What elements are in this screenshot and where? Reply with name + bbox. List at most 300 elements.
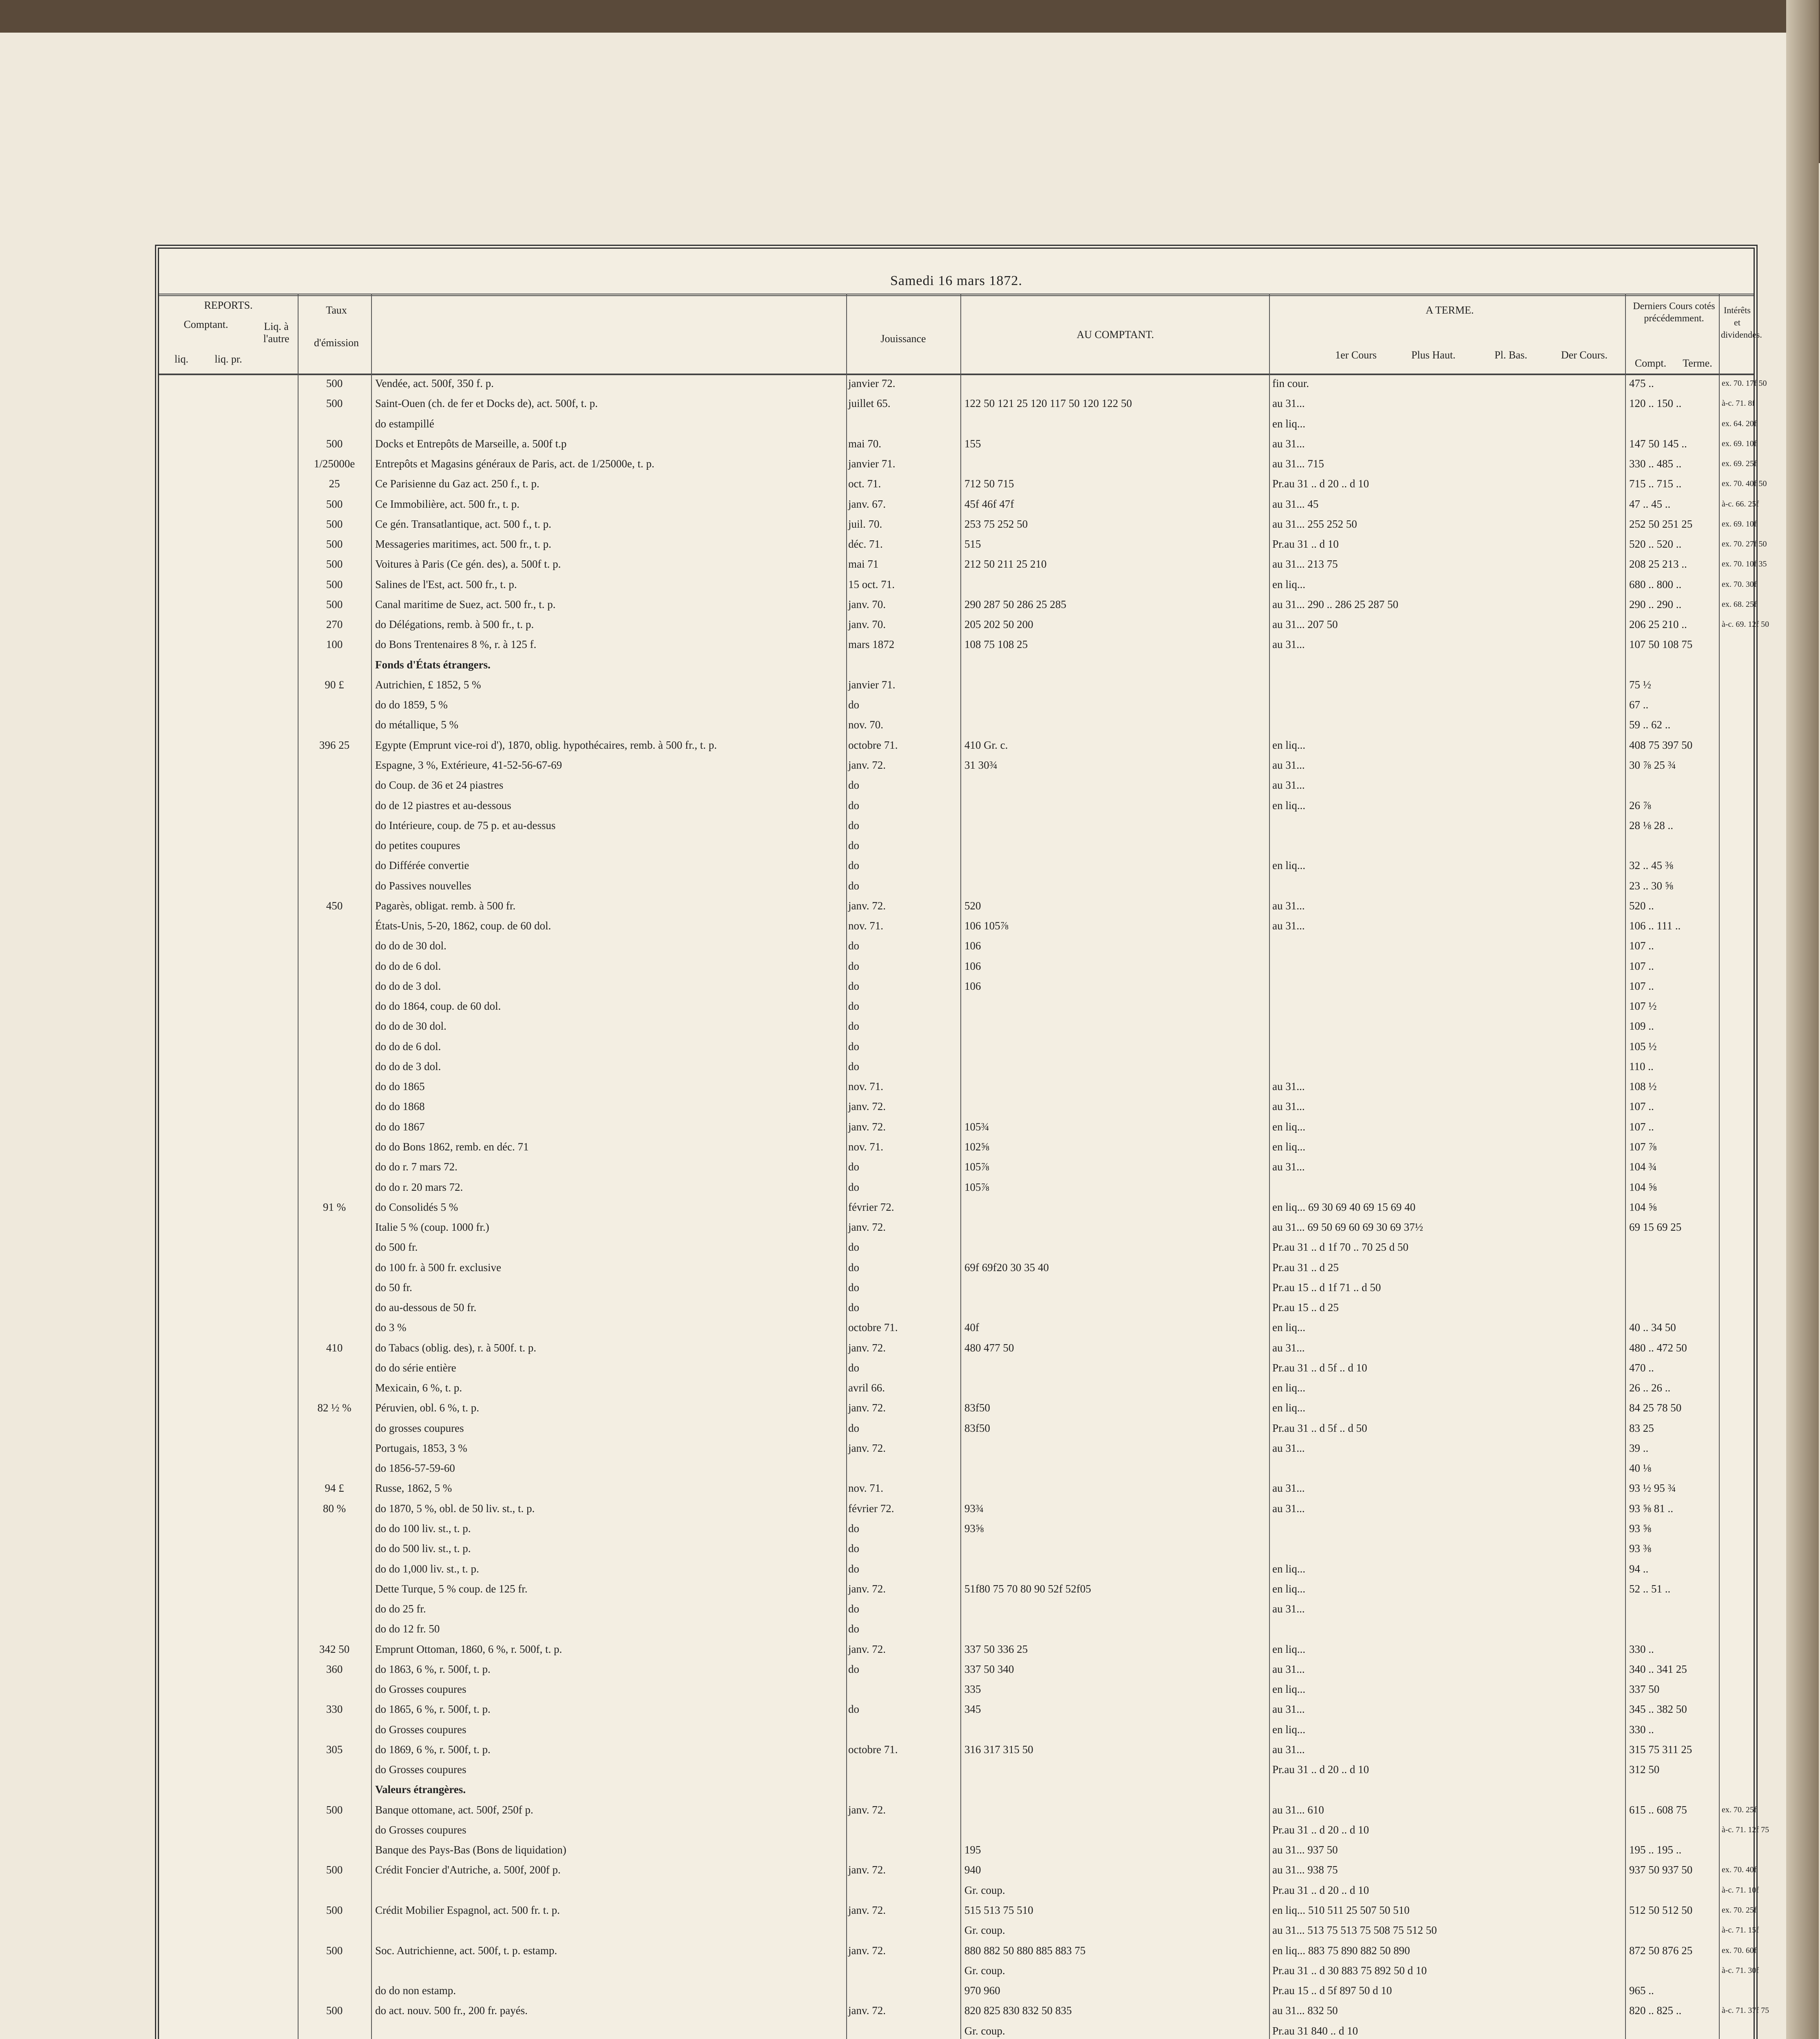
header-terme: Terme. [1683,357,1712,369]
cell-derniers-cours: 475 .. [1629,377,1654,389]
cell-jouissance: do [848,1181,859,1193]
cell-a-terme: au 31... [1272,1603,1305,1615]
table-row [159,958,1754,974]
cell-taux: 100 [326,638,343,651]
cell-security-name: do do r. 20 mars 72. [375,1181,463,1193]
cell-security-name: do Bons Trentenaires 8 %, r. à 125 f. [375,638,537,651]
cell-taux: 305 [326,1743,343,1756]
cell-au-comptant: 335 [964,1683,981,1696]
cell-derniers-cours: 312 50 [1629,1763,1660,1776]
cell-derniers-cours: 820 .. 825 .. [1629,2004,1682,2017]
cell-interets: à-c. 71. 8f [1722,399,1755,408]
cell-security-name: do do 500 liv. st., t. p. [375,1542,471,1555]
table-row [159,556,1767,572]
cell-au-comptant: 83f50 [964,1402,990,1414]
cell-interets: ex. 69. 10f [1722,519,1757,529]
cell-jouissance: octobre 71. [848,1743,898,1756]
cell-security-name: do 1856-57-59-60 [375,1462,455,1475]
cell-interets: ex. 70. 40f [1722,1865,1757,1875]
cell-security-name: Ce Immobilière, act. 500 fr., t. p. [375,498,520,510]
table-row [159,1761,1754,1778]
cell-derniers-cours: 715 .. 715 .. [1629,478,1682,490]
cell-taux: 82 ½ % [317,1402,352,1414]
table-row [159,978,1754,994]
cell-a-terme: Pr.au 31 .. d 20 .. d 10 [1272,1763,1369,1776]
cell-security-name: do 50 fr. [375,1281,412,1294]
table-row [159,1962,1759,1979]
cell-jouissance: do [848,1261,859,1274]
cell-derniers-cours: 206 25 210 .. [1629,618,1687,631]
cell-taux: 500 [326,437,343,450]
cell-jouissance: do [848,839,859,852]
cell-a-terme: Pr.au 31 840 .. d 10 [1272,2024,1358,2037]
cell-security-name: do Coup. de 36 et 24 piastres [375,779,504,792]
cell-a-terme: en liq... [1272,799,1305,812]
cell-security-name: do Grosses coupures [375,1683,467,1696]
cell-jouissance: janv. 72. [848,1221,886,1234]
table-row [159,837,1754,854]
cell-security-name: do Intérieure, coup. de 75 p. et au-dessus [375,819,556,832]
cell-derniers-cours: 94 .. [1629,1562,1649,1575]
cell-au-comptant: 337 50 336 25 [964,1643,1028,1655]
cell-security-name: do Grosses coupures [375,1823,467,1836]
cell-taux: 500 [326,598,343,610]
cell-au-comptant: 93⅝ [964,1522,984,1535]
cell-a-terme: Pr.au 15 .. d 5f 897 50 d 10 [1272,1984,1392,1997]
cell-interets: ex. 70. 10f 35 [1722,560,1767,569]
cell-taux: 396 25 [319,739,350,751]
cell-derniers-cours: 47 .. 45 .. [1629,498,1671,510]
cell-a-terme: au 31... [1272,1502,1305,1515]
cell-derniers-cours: 30 ⅞ 25 ¾ [1629,759,1676,771]
table-row [159,1842,1754,1858]
cell-jouissance: janv. 72. [848,1904,886,1916]
cell-au-comptant: 83f50 [964,1422,990,1434]
cell-jouissance: janvier 72. [848,377,896,389]
cell-security-name: do do 1859, 5 % [375,699,448,711]
cell-jouissance: octobre 71. [848,739,898,751]
cell-interets: ex. 69. 25f [1722,459,1757,469]
table-row [159,817,1754,834]
cell-taux: 342 50 [319,1643,350,1655]
cell-au-comptant: 106 [964,980,981,992]
cell-security-name: do Passives nouvelles [375,879,471,892]
table-row [159,636,1754,652]
cell-jouissance: do [848,1301,859,1314]
cell-jouissance: janv. 67. [848,498,886,510]
cell-security-name: Soc. Autrichienne, act. 500f, t. p. estamp. [375,1944,557,1957]
cell-taux: 500 [326,1944,343,1957]
cell-derniers-cours: 109 .. [1629,1020,1654,1033]
cell-taux: 270 [326,618,343,631]
cell-security-name: États-Unis, 5-20, 1862, coup. de 60 dol. [375,920,551,932]
cell-derniers-cours: 330 .. 485 .. [1629,458,1682,470]
cell-security-name: do do 1864, coup. de 60 dol. [375,1000,501,1013]
cell-security-name: Messageries maritimes, act. 500 fr., t. p. [375,538,551,551]
cell-jouissance: do [848,859,859,872]
cell-taux: 80 % [323,1502,346,1515]
cell-security-name: do do de 30 dol. [375,940,447,952]
cell-security-name: Fonds d'États étrangers. [375,658,491,671]
cell-jouissance: do [848,1703,859,1716]
table-row [159,1540,1754,1557]
cell-au-comptant: 515 [964,538,981,551]
cell-derniers-cours: 290 .. 290 .. [1629,598,1682,610]
table-row [159,516,1757,532]
cell-derniers-cours: 107 .. [1629,960,1654,972]
cell-a-terme: au 31... [1272,1663,1305,1675]
cell-au-comptant: 102⅝ [964,1141,989,1153]
cell-jouissance: do [848,799,859,812]
cell-jouissance: do [848,1020,859,1033]
cell-security-name: do do de 6 dol. [375,1040,441,1053]
table-row [159,1460,1754,1476]
cell-jouissance: janvier 71. [848,458,896,470]
cell-derniers-cours: 107 ½ [1629,1000,1657,1013]
cell-jouissance: janv. 72. [848,1442,886,1454]
cell-derniers-cours: 32 .. 45 ⅜ [1629,859,1673,872]
cell-interets: à-c. 71. 15f [1722,1926,1759,1935]
cell-security-name: Egypte (Emprunt vice-roi d'), 1870, oblig. hypothécaires, remb. à 500 fr., t. p. [375,739,717,751]
cell-security-name: do au-dessous de 50 fr. [375,1301,477,1314]
cell-derniers-cours: 59 .. 62 .. [1629,719,1671,731]
cell-au-comptant: 122 50 121 25 120 117 50 120 122 50 [964,397,1132,410]
cell-au-comptant: 520 [964,899,981,912]
cell-taux: 500 [326,1803,343,1816]
cell-security-name: do 3 % [375,1321,407,1334]
cell-jouissance: do [848,1000,859,1013]
cell-a-terme: au 31... 937 50 [1272,1844,1338,1856]
cell-jouissance: janv. 72. [848,899,886,912]
cell-au-comptant: Gr. coup. [964,1924,1005,1937]
cell-a-terme: au 31... 213 75 [1272,558,1338,571]
cell-security-name: do act. nouv. 500 fr., 200 fr. payés. [375,2004,528,2017]
cell-jouissance: juillet 65. [848,397,891,410]
cell-a-terme: en liq... [1272,1120,1305,1133]
cell-jouissance: déc. 71. [848,538,883,551]
table-row [159,436,1757,452]
table-header [159,294,1762,375]
cell-security-name: do do r. 7 mars 72. [375,1161,458,1173]
cell-au-comptant: 106 105⅞ [964,920,1008,932]
cell-derniers-cours: 108 ½ [1629,1080,1657,1093]
cell-au-comptant: 106 [964,960,981,972]
cell-interets: ex. 68. 25f [1722,599,1757,609]
cell-derniers-cours: 615 .. 608 75 [1629,1803,1687,1816]
table-row [159,898,1754,914]
cell-derniers-cours: 252 50 251 25 [1629,517,1693,530]
cell-security-name: do de 12 piastres et au-dessous [375,799,511,812]
cell-taux: 25 [329,478,340,490]
cell-a-terme: au 31... 255 252 50 [1272,517,1357,530]
cell-security-name: Espagne, 3 %, Extérieure, 41-52-56-67-69 [375,759,562,771]
table-row [159,1340,1754,1356]
table-row [159,1400,1754,1416]
cell-a-terme: en liq... [1272,1382,1305,1394]
cell-au-comptant: 31 30¾ [964,759,997,771]
cell-taux: 500 [326,2004,343,2017]
cell-jouissance: mai 71 [848,558,879,571]
cell-derniers-cours: 52 .. 51 .. [1629,1582,1671,1595]
header-d-emission: d'émission [314,337,359,349]
cell-derniers-cours: 480 .. 472 50 [1629,1341,1687,1354]
cell-security-name: Portugais, 1853, 3 % [375,1442,467,1454]
cell-security-name: do 500 fr. [375,1241,418,1254]
cell-a-terme: Pr.au 15 .. d 25 [1272,1301,1339,1314]
cell-derniers-cours: 75 ½ [1629,678,1651,691]
cell-security-name: do Grosses coupures [375,1763,467,1776]
table-row [159,456,1757,472]
cell-au-comptant: 155 [964,437,981,450]
cell-jouissance: janv. 72. [848,1864,886,1876]
cell-derniers-cours: 120 .. 150 .. [1629,397,1682,410]
cell-derniers-cours: 330 .. [1629,1723,1654,1736]
cell-a-terme: Pr.au 31 .. d 1f 70 .. 70 25 d 50 [1272,1241,1409,1254]
table-row [159,1561,1754,1577]
cell-a-terme: en liq... [1272,1141,1305,1153]
cell-derniers-cours: 107 .. [1629,940,1654,952]
header-interets: Intérêts et dividendes. [1721,305,1762,340]
cell-au-comptant: 212 50 211 25 210 [964,558,1047,571]
price-table-sheet [155,245,1769,2039]
cell-a-terme: au 31... [1272,1100,1305,1113]
table-body [159,375,1769,2039]
header-liq-a-lautre: Liq. à l'autre [263,321,290,345]
cell-a-terme: en liq... [1272,1683,1305,1696]
cell-security-name: Emprunt Ottoman, 1860, 6 %, r. 500f, t. p. [375,1643,562,1655]
cell-a-terme: au 31... [1272,1482,1305,1495]
cell-a-terme: en liq... [1272,1643,1305,1655]
cell-interets: ex. 69. 10f [1722,439,1757,448]
cell-security-name: do do de 30 dol. [375,1020,447,1033]
cell-derniers-cours: 104 ⅝ [1629,1201,1657,1213]
cell-security-name: do do 25 fr. [375,1603,426,1615]
cell-interets: ex. 70. 60f [1722,1946,1757,1955]
cell-au-comptant: 105¾ [964,1120,989,1133]
table-row [159,1902,1757,1918]
cell-security-name: do do 12 fr. 50 [375,1623,440,1635]
cell-jouissance: janv. 72. [848,1100,886,1113]
cell-taux: 500 [326,517,343,530]
cell-interets: ex. 70. 27f 50 [1722,540,1767,549]
cell-au-comptant: Gr. coup. [964,1964,1005,1977]
cell-interets: ex. 70. 25f [1722,1805,1757,1814]
cell-a-terme: au 31... [1272,1703,1305,1716]
table-row [159,1219,1754,1235]
header-a-terme: A TERME. [1426,304,1474,316]
cell-a-terme: Pr.au 31 .. d 20 .. d 10 [1272,1884,1369,1896]
cell-taux: 91 % [323,1201,346,1213]
table-row [159,1440,1754,1456]
cell-jouissance: do [848,699,859,711]
cell-jouissance: février 72. [848,1502,894,1515]
cell-security-name: Saint-Ouen (ch. de fer et Docks de), act. 500f, t. p. [375,397,598,410]
cell-a-terme: Pr.au 15 .. d 1f 71 .. d 50 [1272,1281,1381,1294]
header-taux: Taux [326,304,347,316]
cell-derniers-cours: 104 ¾ [1629,1161,1657,1173]
cell-jouissance: oct. 71. [848,478,881,490]
cell-derniers-cours: 520 .. 520 .. [1629,538,1682,551]
cell-au-comptant: 51f80 75 70 80 90 52f 52f05 [964,1582,1091,1595]
cell-security-name: do do de 3 dol. [375,980,441,992]
header-liq: liq. [175,353,188,365]
cell-jouissance: mai 70. [848,437,881,450]
cell-derniers-cours: 23 .. 30 ⅝ [1629,879,1673,892]
cell-security-name: do do de 6 dol. [375,960,441,972]
table-row [159,616,1769,632]
cell-interets: à-c. 71. 12f 75 [1722,1825,1769,1834]
cell-security-name: Vendée, act. 500f, 350 f. p. [375,377,494,389]
cell-a-terme: au 31... [1272,1080,1305,1093]
cell-jouissance: do [848,1562,859,1575]
cell-jouissance: janvier 71. [848,678,896,691]
table-row [159,1380,1754,1396]
cell-security-name: do do Bons 1862, remb. en déc. 71 [375,1141,529,1153]
cell-au-comptant: 337 50 340 [964,1663,1014,1675]
cell-taux: 90 £ [325,678,344,691]
cell-au-comptant: 93¾ [964,1502,984,1515]
cell-jouissance: janv. 72. [848,1803,886,1816]
table-row [159,1018,1754,1034]
cell-security-name: Banque ottomane, act. 500f, 250f p. [375,1803,533,1816]
cell-au-comptant: 820 825 830 832 50 835 [964,2004,1072,2017]
table-row [159,1520,1754,1537]
table-row [159,1420,1754,1436]
cell-jouissance: do [848,1281,859,1294]
cell-jouissance: nov. 71. [848,1080,883,1093]
table-row [159,1299,1754,1316]
table-row [159,918,1754,934]
cell-jouissance: janv. 72. [848,2004,886,2017]
table-row [159,1701,1754,1717]
cell-jouissance: do [848,779,859,792]
cell-security-name: Crédit Foncier d'Autriche, a. 500f, 200f p. [375,1864,561,1876]
cell-jouissance: do [848,980,859,992]
cell-jouissance: do [848,1060,859,1073]
cell-jouissance: janv. 72. [848,1120,886,1133]
cell-derniers-cours: 408 75 397 50 [1629,739,1693,751]
cell-au-comptant: 410 Gr. c. [964,739,1008,751]
cell-derniers-cours: 107 .. [1629,1100,1654,1113]
header-plus-haut: Plus Haut. [1411,349,1456,361]
cell-a-terme: au 31... 832 50 [1272,2004,1338,2017]
cell-au-comptant: 40f [964,1321,979,1334]
cell-derniers-cours: 315 75 311 25 [1629,1743,1692,1756]
cell-security-name: do do non estamp. [375,1984,456,1997]
cell-a-terme: fin cour. [1272,377,1309,389]
cell-security-name: Autrichien, £ 1852, 5 % [375,678,481,691]
table-row [159,395,1754,411]
cell-a-terme: au 31... 715 [1272,458,1324,470]
cell-au-comptant: 106 [964,940,981,952]
cell-security-name: Canal maritime de Suez, act. 500 fr., t. p. [375,598,556,610]
cell-taux: 500 [326,397,343,410]
cell-derniers-cours: 93 ⅝ 81 .. [1629,1502,1673,1515]
cell-derniers-cours: 93 ½ 95 ¾ [1629,1482,1676,1495]
cell-jouissance: janv. 72. [848,1944,886,1957]
cell-taux: 360 [326,1663,343,1675]
cell-jouissance: 15 oct. 71. [848,578,895,590]
cell-jouissance: janv. 70. [848,618,886,631]
cell-a-terme: Pr.au 31 .. d 5f .. d 50 [1272,1422,1367,1434]
cell-taux: 500 [326,578,343,590]
cell-jouissance: do [848,1522,859,1535]
table-row [159,1942,1757,1959]
header-pl-bas: Pl. Bas. [1494,349,1528,361]
cell-au-comptant: 108 75 108 25 [964,638,1028,651]
cell-jouissance: do [848,960,859,972]
cell-jouissance: nov. 71. [848,1141,883,1153]
cell-a-terme: en liq... [1272,1321,1305,1334]
cell-security-name: do 100 fr. à 500 fr. exclusive [375,1261,501,1274]
table-row [159,1480,1754,1496]
cell-a-terme: au 31... 290 .. 286 25 287 50 [1272,598,1398,610]
table-row [159,475,1767,492]
cell-derniers-cours: 107 .. [1629,1120,1654,1133]
table-row [159,1641,1754,1657]
cell-taux: 1/25000e [314,458,355,470]
header-compt: Compt. [1634,357,1667,369]
cell-derniers-cours: 330 .. [1629,1643,1654,1655]
cell-security-name: Mexicain, 6 %, t. p. [375,1382,462,1394]
cell-jouissance: nov. 71. [848,920,883,932]
cell-derniers-cours: 195 .. 195 .. [1629,1844,1682,1856]
table-row [159,757,1754,773]
cell-derniers-cours: 107 .. [1629,980,1654,992]
cell-au-comptant: 105⅞ [964,1181,989,1193]
cell-a-terme: en liq... [1272,1562,1305,1575]
cell-derniers-cours: 105 ½ [1629,1040,1657,1053]
cell-jouissance: octobre 71. [848,1321,898,1334]
cell-derniers-cours: 512 50 512 50 [1629,1904,1693,1916]
cell-security-name: Voitures à Paris (Ce gén. des), a. 500f t. p. [375,558,561,571]
header-derniers-cours: Derniers Cours cotés précédemment. [1633,301,1715,324]
cell-security-name: do petites coupures [375,839,460,852]
cell-interets: ex. 70. 17f 50 [1722,379,1767,388]
cell-a-terme: au 31... [1272,1743,1305,1756]
cell-security-name: do Tabacs (oblig. des), r. à 500f. t. p. [375,1341,537,1354]
cell-a-terme: au 31... [1272,1442,1305,1454]
cell-a-terme: en liq... [1272,859,1305,872]
cell-derniers-cours: 110 .. [1629,1060,1654,1073]
cell-security-name: do grosses coupures [375,1422,464,1434]
cell-au-comptant: 316 317 315 50 [964,1743,1033,1756]
cell-derniers-cours: 107 50 108 75 [1629,638,1693,651]
table-row [159,777,1754,793]
cell-taux: 500 [326,498,343,510]
cell-jouissance: janv. 72. [848,759,886,771]
cell-jouissance: do [848,1241,859,1254]
cell-derniers-cours: 872 50 876 25 [1629,1944,1693,1957]
cell-a-terme: au 31... 610 [1272,1803,1324,1816]
cell-au-comptant: 940 [964,1864,981,1876]
cell-security-name: do do de 3 dol. [375,1060,441,1073]
table-row [159,596,1757,613]
cell-au-comptant: 69f 69f20 30 35 40 [964,1261,1049,1274]
cell-jouissance: janv. 70. [848,598,886,610]
table-row [159,1661,1754,1677]
cell-derniers-cours: 40 ⅛ [1629,1462,1651,1475]
cell-jouissance: do [848,1161,859,1173]
cell-derniers-cours: 26 .. 26 .. [1629,1382,1671,1394]
table-row [159,496,1759,512]
cell-security-name: do do 1867 [375,1120,425,1133]
cell-taux: 500 [326,538,343,551]
cell-au-comptant: 970 960 [964,1984,1000,1997]
table-row [159,797,1754,814]
table-row [159,1922,1759,1938]
cell-derniers-cours: 26 ⅞ [1629,799,1651,812]
